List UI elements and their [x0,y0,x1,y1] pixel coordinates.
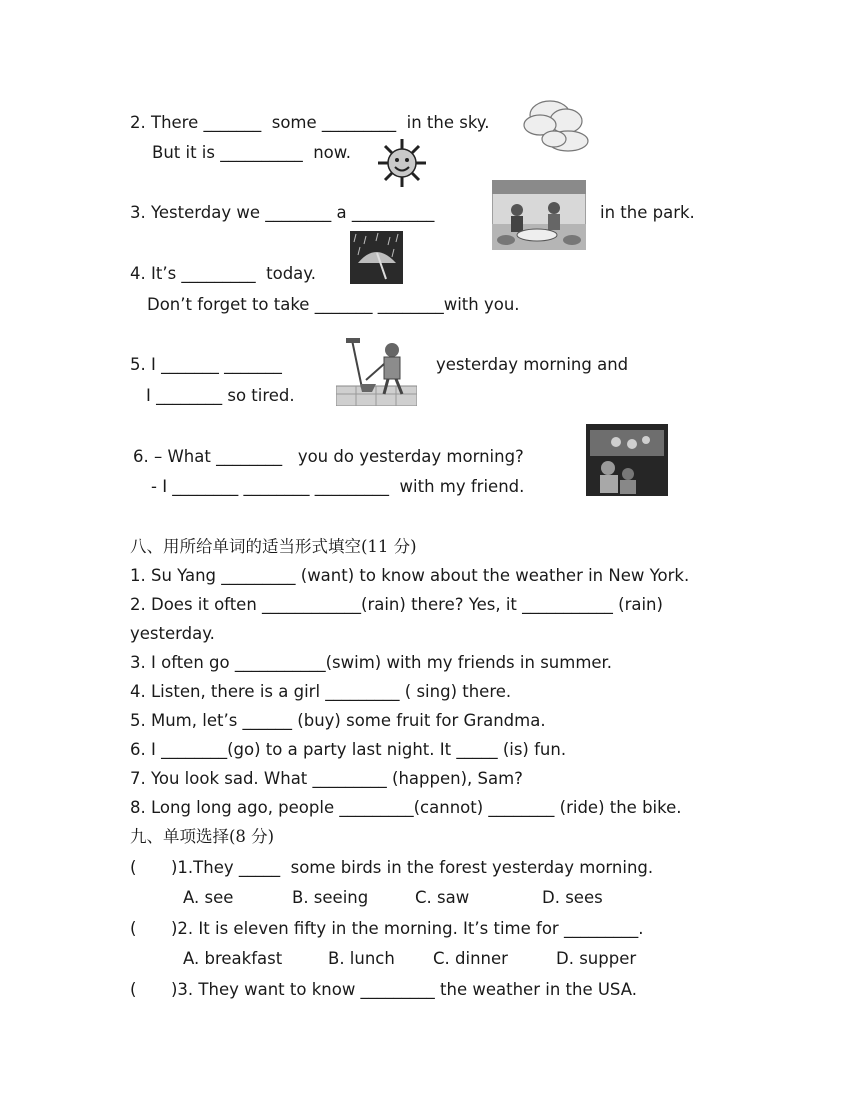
q3-line1: 3. Yesterday we ________ a __________ [130,203,435,222]
option-b: B. lunch [328,949,395,968]
question-stem: )1.They _____ some birds in the forest yesterday morning. [171,858,654,877]
answer-paren: ( [130,919,137,938]
section-9-heading: 九、单项选择(8 分) [130,827,275,846]
section-8-item: 7. You look sad. What _________ (happen), Sam? [130,769,523,788]
option-a: A. see [183,888,234,907]
answer-paren: ( [130,858,137,877]
section-8-item: 5. Mum, let’s ______ (buy) some fruit for Grandma. [130,711,546,730]
cinema-picture [586,424,668,496]
q3-line1-end: in the park. [600,203,695,222]
option-d: D. sees [542,888,603,907]
sweeping-picture [336,336,417,406]
option-a: A. breakfast [183,949,283,968]
option-d: D. supper [556,949,637,968]
cloud-icon [520,95,594,155]
q5-line1-end: yesterday morning and [436,355,629,374]
section-8-item: 1. Su Yang _________ (want) to know about the weather in New York. [130,566,690,585]
q6-line1: 6. – What ________ you do yesterday morning? [133,447,524,466]
section-8-item: 8. Long long ago, people _________(cannot) ________ (ride) the bike. [130,798,682,817]
q2-line2: But it is __________ now. [152,143,351,162]
q2-line1: 2. There _______ some _________ in the sky. [130,113,490,132]
q6-line2: - I ________ ________ _________ with my friend. [151,477,525,496]
section-8-heading: 八、用所给单词的适当形式填空(11 分) [130,537,417,556]
sun-icon [377,138,427,188]
question-stem: )3. They want to know _________ the weather in the USA. [171,980,637,999]
option-c: C. saw [415,888,470,907]
q5-line1: 5. I _______ _______ [130,355,282,374]
section-8-item: 3. I often go ___________(swim) with my friends in summer. [130,653,613,672]
section-8-item: yesterday. [130,624,215,643]
answer-paren: ( [130,980,137,999]
picnic-picture [492,180,586,250]
q4-line2: Don’t forget to take _______ ________with you. [147,295,520,314]
rain-umbrella-picture [350,231,403,284]
option-c: C. dinner [433,949,508,968]
question-stem: )2. It is eleven fifty in the morning. It’s time for _________. [171,919,644,938]
section-8-item: 6. I ________(go) to a party last night. It _____ (is) fun. [130,740,567,759]
option-b: B. seeing [292,888,369,907]
section-8-item: 2. Does it often ____________(rain) there? Yes, it ___________ (rain) [130,595,663,614]
q4-line1: 4. It’s _________ today. [130,264,316,283]
q5-line2: I ________ so tired. [146,386,295,405]
section-8-item: 4. Listen, there is a girl _________ ( sing) there. [130,682,512,701]
